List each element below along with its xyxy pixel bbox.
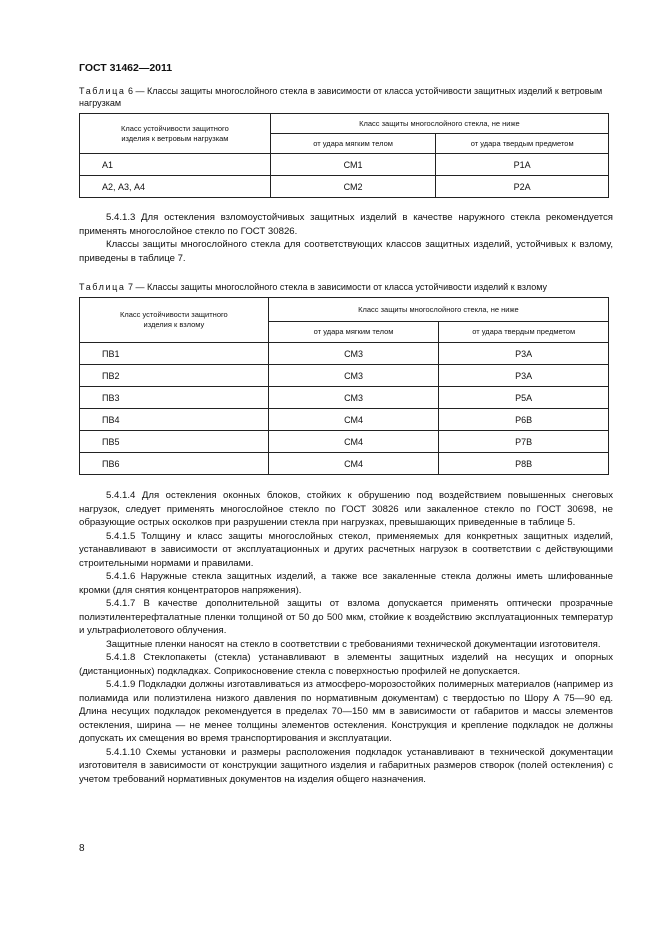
paragraph: 5.4.1.9 Подкладки должны изготавливаться из атмосферо-морозостойких полимерных материалов (например из полиамида или полиэтилена низкого давления по нормативным документам) с твердостью по Шору А 75—90 ед. Длина несущих подкладок рекомендуется в пределах 70—150 мм в зависимости от габаритов и массы элементов остекления, ширина — не менее толщины элементов остекления. Конструкция и крепление подкладок не должны допускать их смещения во время транспортирования и эксплуатации. <box>79 679 613 744</box>
table7-sub-hard: от удара твердым предметом <box>439 322 609 343</box>
table7-cell-hard: Р8В <box>439 453 609 475</box>
table7-cell-soft: СМ4 <box>268 431 439 453</box>
table6-cell-hard: Р2А <box>436 176 609 198</box>
table7-cell-class: ПВ1 <box>80 343 269 365</box>
table6-cell-hard: Р1А <box>436 154 609 176</box>
table7-cell-class: ПВ5 <box>80 431 269 453</box>
table6-caption <box>79 85 609 109</box>
table-row <box>80 176 609 198</box>
table7-cell-soft: СМ4 <box>268 409 439 431</box>
table7-cell-hard: Р3А <box>439 343 609 365</box>
table6-cell-soft: СМ2 <box>270 176 436 198</box>
table6-cell-class: А2, А3, А4 <box>80 176 271 198</box>
table7-cell-class: ПВ4 <box>80 409 269 431</box>
table7-cell-hard: Р7В <box>439 431 609 453</box>
table6-cell-soft: СМ1 <box>270 154 436 176</box>
paragraph: 5.4.1.10 Схемы установки и размеры расположения подкладок устанавливают в технической документации изготовителя в зависимости от конструкции защитного изделия и габаритных размеров створок (полей остекления) с учетом требований нормативных документов на изделия общего назначения. <box>79 746 613 785</box>
table7-cell-class: ПВ2 <box>80 365 269 387</box>
table-row <box>80 409 609 431</box>
table7-cell-class: ПВ3 <box>80 387 269 409</box>
table7-sub-soft: от удара мягким телом <box>268 322 439 343</box>
table7-cell-soft: СМ3 <box>268 343 439 365</box>
paragraph: 5.4.1.5 Толщину и класс защиты многослойных стекол, применяемых для конкретных защитных изделий, устанавливают в зависимости от эксплуатационных и других расчетных нагрузок в соответствии с действующими строительными нормами и правилами. <box>79 530 613 569</box>
paragraph: Классы защиты многослойного стекла для соответствующих классов защитных изделий, устойчивых к взлому, приведены в таблице 7. <box>79 239 613 264</box>
table7-col-protection: Класс защиты многослойного стекла, не ниже <box>268 298 608 322</box>
table7-caption-label: Таблица <box>79 282 126 292</box>
paragraph: 5.4.1.8 Стеклопакеты (стекла) устанавливают в элементы защитных изделий на несущих и опорных (дистанционных) подкладках. Соприкосновение стекла с поверхностью профилей не допускается. <box>79 652 613 677</box>
table-row <box>80 387 609 409</box>
body-text-section-2 <box>79 489 613 786</box>
body-text-section-1 <box>79 211 613 265</box>
paragraph: 5.4.1.4 Для остекления оконных блоков, стойких к обрушению под воздействием повышенных снеговых нагрузок, следует применять многослойное стекло по ГОСТ 30826 или закаленное стекло по ГОСТ 30698, не образующие острых осколков при разрушении стекла при нагрузках, превышающих приведенные в таблице 5. <box>79 490 613 528</box>
table7-cell-soft: СМ4 <box>268 453 439 475</box>
table-row <box>80 431 609 453</box>
table7-cell-hard: Р3А <box>439 365 609 387</box>
document-header: ГОСТ 31462—2011 <box>79 62 173 74</box>
table6-col-protection: Класс защиты многослойного стекла, не ниже <box>270 114 608 134</box>
table-row <box>80 365 609 387</box>
table7-cell-hard: Р6В <box>439 409 609 431</box>
table-row <box>80 453 609 475</box>
table7-col-class: Класс устойчивости защитного изделия к взлому <box>80 298 269 343</box>
table6-sub-soft: от удара мягким телом <box>270 134 436 154</box>
table7-caption-text: 7 — Классы защиты многослойного стекла в зависимости от класса устойчивости изделий к взлому <box>125 282 547 292</box>
table7-caption <box>79 281 619 293</box>
table6 <box>79 113 609 198</box>
table7-cell-soft: СМ3 <box>268 387 439 409</box>
table7-cell-soft: СМ3 <box>268 365 439 387</box>
paragraph: 5.4.1.7 В качестве дополнительной защиты от взлома допускается применять оптически прозрачные полиэтилентерефталатные пленки толщиной от 50 до 500 мкм, стойкие к воздействию эксплуатационных температур и ультрафиолетового облучения. <box>79 598 613 636</box>
paragraph: 5.4.1.3 Для остекления взломоустойчивых защитных изделий в качестве наружного стекла рекомендуется применять многослойное стекло по ГОСТ 30826. <box>79 212 613 237</box>
table-row <box>80 154 609 176</box>
table7-cell-class: ПВ6 <box>80 453 269 475</box>
paragraph: Защитные пленки наносят на стекло в соответствии с требованиями технической документации изготовителя. <box>106 638 601 650</box>
table6-col-class: Класс устойчивости защитного изделия к ветровым нагрузкам <box>80 114 271 154</box>
table7 <box>79 297 609 475</box>
table7-cell-hard: Р5А <box>439 387 609 409</box>
page-number: 8 <box>79 843 85 854</box>
table6-cell-class: А1 <box>80 154 271 176</box>
table6-caption-text: 6 — Классы защиты многослойного стекла в зависимости от класса устойчивости защитных изделий к ветровым нагрузкам <box>79 86 603 108</box>
table-row <box>80 343 609 365</box>
table6-sub-hard: от удара твердым предметом <box>436 134 609 154</box>
paragraph: 5.4.1.6 Наружные стекла защитных изделий, а также все закаленные стекла должны иметь шлифованные кромки (для снятия концентраторов напряжения). <box>79 571 613 596</box>
table6-caption-label: Таблица <box>79 86 126 96</box>
